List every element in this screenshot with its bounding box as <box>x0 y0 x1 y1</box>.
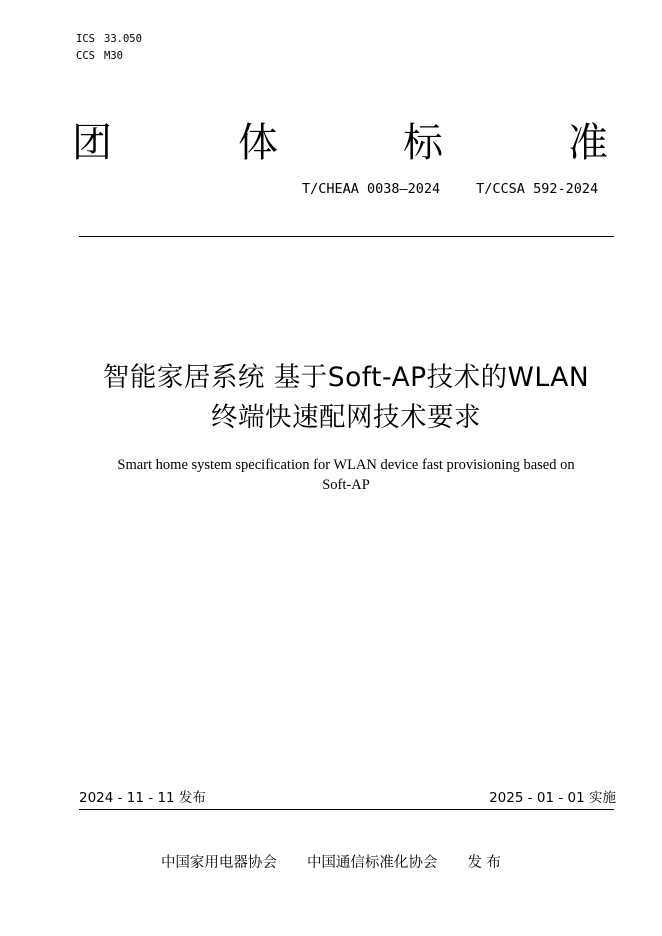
standard-number-ccsa: T/CCSA 592-2024 <box>476 181 599 197</box>
implementation-date: 2025 - 01 - 01 实施 <box>489 790 616 806</box>
title-english <box>60 455 632 495</box>
heading-char-3: 标 <box>403 120 443 166</box>
ics-value: 33.050 <box>104 33 142 45</box>
title-chinese-line-2: 终端快速配网技术要求 <box>211 402 481 433</box>
ics-label: ICS <box>76 33 95 45</box>
ics-code <box>76 32 142 46</box>
footer-divider <box>79 809 614 810</box>
heading-char-4: 准 <box>568 120 608 166</box>
title-chinese-line-1: 智能家居系统 基于Soft-AP技术的WLAN <box>102 362 590 393</box>
title-english-line-1: Smart home system specification for WLAN device fast provisioning based on <box>117 457 575 473</box>
title-chinese <box>40 358 652 438</box>
publishers <box>0 852 662 874</box>
header-divider <box>79 236 614 237</box>
heading-char-1: 团 <box>72 120 112 166</box>
publisher-cheaa: 中国家用电器协会 <box>160 855 277 871</box>
publish-action: 发 布 <box>467 855 502 871</box>
title-english-line-2: Soft-AP <box>322 477 370 493</box>
publisher-ccsa: 中国通信标准化协会 <box>306 855 438 871</box>
standard-number-cheaa: T/CHEAA 0038—2024 <box>302 181 441 197</box>
ccs-label: CCS <box>76 50 95 62</box>
heading-char-2: 体 <box>238 120 278 166</box>
ccs-code <box>76 49 123 63</box>
standard-numbers <box>302 180 598 198</box>
ccs-value: M30 <box>104 50 123 62</box>
issue-date: 2024 - 11 - 11 发布 <box>79 790 206 806</box>
